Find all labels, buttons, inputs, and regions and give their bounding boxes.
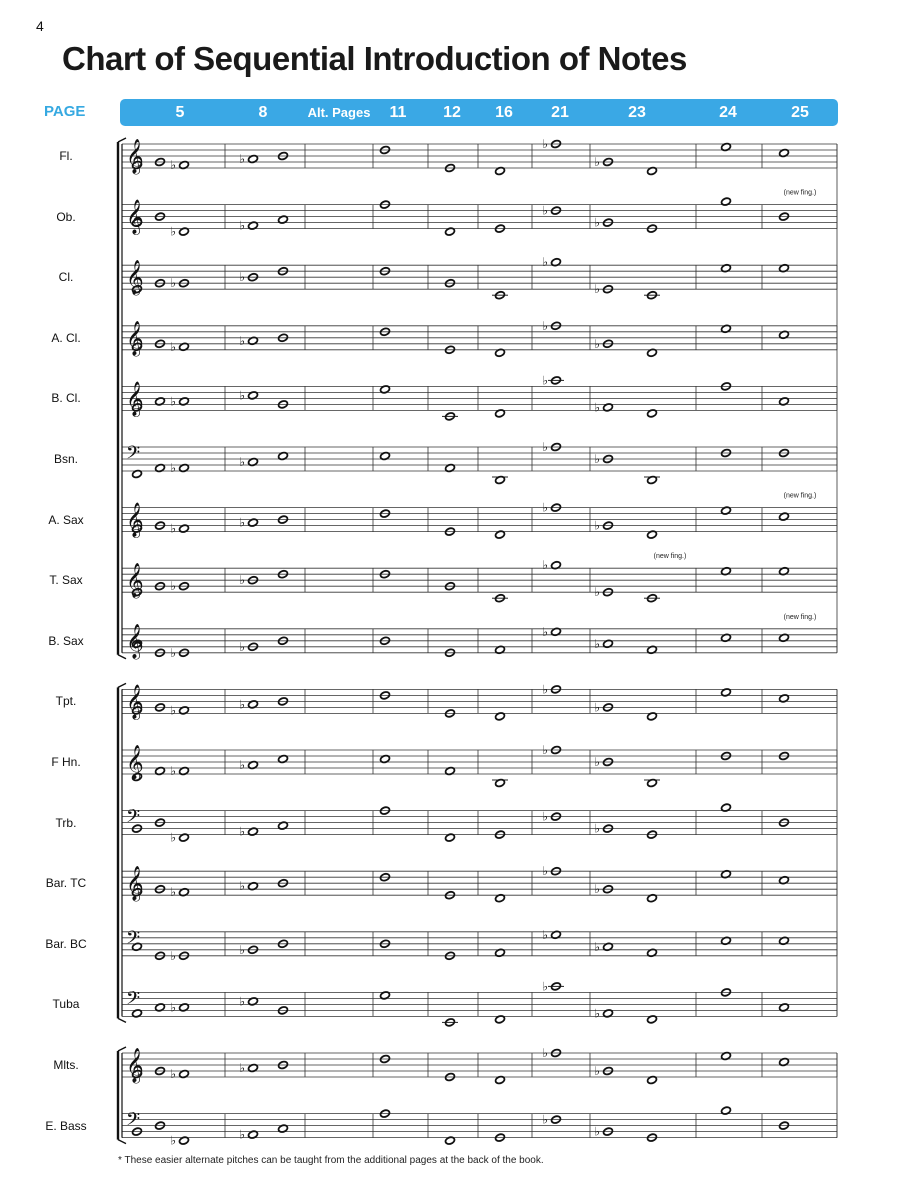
flat-sign: ♭ [239,152,245,166]
bracket-hook [118,1047,126,1051]
flat-sign: ♭ [594,882,600,897]
bass-clef-icon: 𝄢 [126,1109,141,1135]
flat-sign: ♭ [239,824,245,839]
instrument-label: Cl. [58,270,74,285]
instrument-label: E. Bass [45,1118,87,1133]
flat-sign: ♭ [239,333,245,348]
instrument-label: B. Sax [48,633,84,648]
new-fingering-annotation: (new fing.) [783,189,817,197]
flat-sign: ♭ [239,1127,245,1142]
flat-sign: ♭ [594,821,600,836]
flat-sign: ♭ [594,585,600,600]
flat-sign: ♭ [542,440,548,454]
treble-clef-icon: 𝄞 [126,260,144,296]
flat-sign: ♭ [542,318,548,333]
flat-sign: ♭ [542,979,548,994]
flat-sign: ♭ [170,276,176,291]
flat-sign: ♭ [239,697,245,712]
page-col-12: 12 [443,104,461,121]
flat-sign: ♭ [594,700,600,715]
flat-sign: ♭ [239,758,245,772]
bass-clef-icon: 𝄢 [126,443,141,468]
flat-sign: ♭ [170,885,176,900]
flat-sign: ♭ [170,339,176,354]
flat-sign: ♭ [239,639,245,654]
instrument-label: Bar. TC [45,876,87,891]
flat-sign: ♭ [594,518,600,533]
flat-sign: ♭ [239,515,245,530]
page-col-alt: Alt. Pages [307,105,371,120]
bass-clef-icon: 𝄢 [126,988,141,1014]
treble-clef-icon: 𝄞 [126,139,144,174]
flat-sign: ♭ [542,743,548,757]
instrument-label: Bsn. [53,452,78,466]
instrument-label: Fl. [59,149,73,163]
instrument-label: A. Sax [48,512,84,527]
flat-sign: ♭ [170,521,176,536]
page-col-16: 16 [495,104,513,121]
flat-sign: ♭ [594,939,600,954]
flat-sign: ♭ [594,1124,600,1139]
flat-sign: ♭ [170,1000,176,1015]
flat-sign: ♭ [170,461,176,475]
bracket-hook [118,655,126,659]
bass-clef-icon: 𝄢 [126,806,141,832]
flat-sign: ♭ [239,218,245,233]
bracket-hook [118,1140,126,1144]
flat-sign: ♭ [170,579,176,594]
flat-sign: ♭ [594,155,600,169]
treble-clef-icon: 𝄞 [126,745,144,780]
treble-clef-icon: 𝄞 [126,1048,144,1083]
instrument-label: A. Cl. [51,330,81,345]
new-fingering-annotation: (new fing.) [783,613,817,621]
flat-sign: ♭ [542,864,548,879]
page-row-label: PAGE [44,103,86,120]
flat-sign: ♭ [594,1006,600,1021]
flat-sign: ♭ [542,255,548,270]
page-col-5: 5 [175,104,185,121]
flat-sign: ♭ [594,636,600,651]
flat-sign: ♭ [170,948,176,963]
instrument-label: T. Sax [49,573,83,588]
flat-sign: ♭ [239,994,245,1009]
treble-clef-icon: 𝄞 [126,320,144,356]
flat-sign: ♭ [239,1061,245,1075]
flat-sign: ♭ [594,215,600,230]
flat-sign: ♭ [594,282,600,297]
instrument-label: Trb. [55,815,77,830]
page-col-11: 11 [389,104,407,121]
instrument-label: F Hn. [51,755,81,769]
treble-clef-icon: 𝄞 [126,502,144,538]
treble-clef-icon: 𝄞 [126,623,144,659]
flat-sign: ♭ [170,1133,176,1148]
flat-sign: ♭ [542,809,548,824]
page-title: Chart of Sequential Introduction of Notes [62,40,687,77]
treble-clef-icon: 𝄞 [126,866,144,902]
treble-clef-icon: 𝄞 [126,684,144,720]
treble-clef-icon: 𝄞 [126,381,144,417]
flat-sign: ♭ [239,388,245,403]
bass-clef-icon: 𝄢 [126,927,141,953]
flat-sign: ♭ [542,558,548,573]
flat-sign: ♭ [594,755,600,769]
flat-sign: ♭ [239,573,245,588]
treble-clef-icon: 𝄞 [126,563,144,599]
flat-sign: ♭ [170,703,176,718]
flat-sign: ♭ [542,373,548,388]
flat-sign: ♭ [239,879,245,894]
page-col-23: 23 [628,104,646,121]
instrument-label: Ob. [56,209,76,224]
instrument-label: Tuba [52,997,80,1012]
instrument-label: B. Cl. [51,391,81,406]
flat-sign: ♭ [170,830,176,845]
flat-sign: ♭ [542,1112,548,1127]
flat-sign: ♭ [170,764,176,778]
treble-clef-icon: 𝄞 [126,199,144,235]
new-fingering-annotation: (new fing.) [783,492,817,500]
instrument-label: Tpt. [55,694,77,709]
new-fingering-annotation: (new fing.) [653,553,687,561]
flat-sign: ♭ [170,224,176,239]
flat-sign: ♭ [542,624,548,639]
bracket-hook [118,1018,126,1022]
page-col-25: 25 [791,104,809,121]
page-col-8: 8 [258,104,268,121]
flat-sign: ♭ [542,203,548,218]
flat-sign: ♭ [542,137,548,151]
flat-sign: ♭ [170,394,176,409]
page-col-24: 24 [719,104,737,121]
flat-sign: ♭ [239,942,245,957]
footnote: * These easier alternate pitches can be taught from the additional pages at the back of the book. [118,1155,544,1166]
page-col-21: 21 [551,104,569,121]
flat-sign: ♭ [542,682,548,697]
flat-sign: ♭ [594,400,600,415]
page-number: 4 [36,18,44,34]
bracket-hook [118,138,126,142]
instrument-label: Bar. BC [45,936,87,951]
flat-sign: ♭ [239,455,245,469]
instrument-label: Mlts. [53,1058,79,1072]
flat-sign: ♭ [239,270,245,285]
flat-sign: ♭ [542,1046,548,1060]
flat-sign: ♭ [594,336,600,351]
flat-sign: ♭ [542,500,548,515]
flat-sign: ♭ [170,645,176,660]
flat-sign: ♭ [594,1064,600,1078]
flat-sign: ♭ [170,1067,176,1081]
flat-sign: ♭ [170,158,176,172]
flat-sign: ♭ [594,452,600,466]
flat-sign: ♭ [542,927,548,942]
bracket-hook [118,683,126,687]
